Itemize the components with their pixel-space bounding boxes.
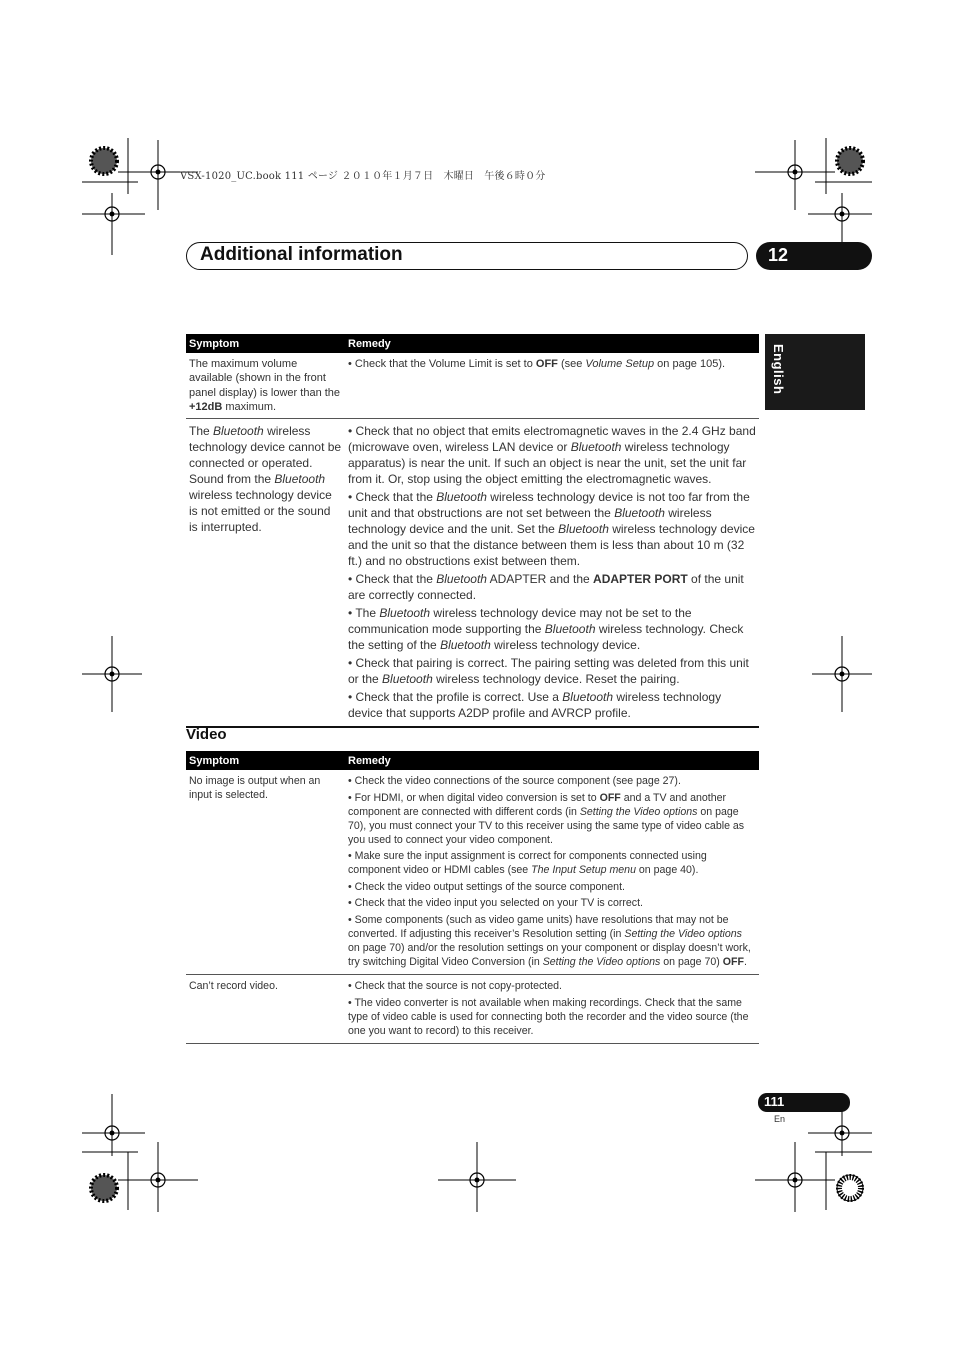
text-run: of the unit are correctly connected. [348,571,744,602]
text-run: • Some components (such as video game units) have resolutions that may not be converted. If adjusting this receiver’s Resolution setting (in [348,913,729,940]
text-run: No image is output when an input is selected. [189,775,321,801]
section-heading-video: Video [186,726,227,743]
text-run: • The video converter is not available when making recordings. Check that the same type of video cable is used for connecting both the recorder and the video source (the one you want to record) to this receiver. [348,996,749,1037]
symptom-cell [186,975,345,1044]
table-row [186,770,759,975]
italic-text: Setting the Video options [542,955,661,968]
text-run: on page 70), you must connect your TV to this receiver using the same type of video cable as you used to connect your video component. [348,805,745,846]
italic-text: Bluetooth [382,671,433,686]
remedy-item [348,357,756,371]
text-run: wireless technology device may not be set to the communication mode supporting the [348,605,692,636]
italic-text: Setting the Video options [624,927,742,940]
text-run: on page 70) [660,955,723,968]
remedy-cell [345,353,759,418]
bold-text: OFF [722,955,744,968]
italic-text: Bluetooth [213,423,264,438]
book-info-line: VSX-1020_UC.book 111 ページ ２０１０年１月７日 木曜日 午後６時０分 [180,171,546,182]
table-header-row [186,751,759,770]
bold-text: OFF [535,358,558,370]
remedy-item [348,423,756,487]
remedy-cell [345,770,759,975]
text-run: wireless technology device. Reset the pairing. [432,671,680,686]
italic-text: Bluetooth [562,689,614,704]
text-run: on page 40). [635,864,699,876]
page-language-code: En [774,1114,786,1124]
text-run: wireless technology apparatus) is near the unit. If such an object is near the unit, set the unit far from it. Or, stop using the object emitting the electromagnetic waves. [348,439,747,486]
italic-text: Bluetooth [436,571,487,586]
remedy-item [348,571,756,603]
symptom-cell [186,418,345,727]
text-run: wireless technology device is not emitted or the sound is interrupted. [189,487,332,534]
table-row [186,418,759,727]
text-run: • Make sure the input assignment is correct for components connected using component video or HDMI cables (see [348,850,707,876]
text-run: maximum. [222,401,277,414]
text-run: . [743,955,747,968]
remedy-item [348,979,756,993]
page-title: Additional information [200,244,403,265]
italic-text: The Input Setup menu [531,864,636,876]
remedy-item [348,689,756,721]
italic-text: Volume Setup [585,358,655,370]
bold-text: OFF [599,791,621,804]
bold-text: ADAPTER PORT [593,571,688,586]
text-run: on page 70) and/or the resolution settings on your component or display doesn’t work, try switching Digital Video Conversion (in [348,941,751,968]
remedy-item [348,791,756,847]
italic-text: Bluetooth [558,521,609,536]
remedy-item [348,849,756,877]
remedy-item [348,913,756,969]
text-run: Can’t record video. [189,980,278,992]
troubleshooting-table-video [186,751,759,1044]
italic-text: Bluetooth [570,439,622,454]
text-run: • The [348,605,380,620]
italic-text: Bluetooth [614,505,665,520]
italic-text: Bluetooth [379,605,431,620]
text-run: wireless technology device and the unit so that the distance between them is less than about 10 m (32 ft.) and no obstructions exist between them. [348,521,755,568]
italic-text: Bluetooth [544,621,596,636]
text-run: ADAPTER and the [486,571,594,586]
text-run: • Check the video connections of the source component (see page 27). [348,775,681,787]
page-number: 111 [764,1094,785,1109]
remedy-item [348,605,756,653]
remedy-cell [345,418,759,727]
remedy-item [348,655,756,687]
text-run: wireless technology device cannot be connected or operated. Sound from the [189,423,342,486]
troubleshooting-table-general [186,334,759,728]
text-run: wireless technology device and the unit. Set the [348,505,712,536]
text-run: • Check that the video input you selected on your TV is correct. [348,897,643,909]
text-run: wireless technology device. [490,637,641,652]
text-run: on page 105). [654,358,726,370]
text-run: • For HDMI, or when digital video conversion is set to [348,791,600,804]
remedy-cell [345,975,759,1044]
language-tab-label: English [771,344,786,395]
text-run: (see [557,358,586,370]
text-run: • Check that no object that emits electromagnetic waves in the 2.4 GHz band (microwave oven, wireless LAN device or [348,423,756,454]
remedy-item [348,489,756,569]
remedy-column-header: Remedy [345,751,759,770]
symptom-column-header: Symptom [186,751,345,770]
text-run: • Check that the profile is correct. Use a [348,689,563,704]
symptom-cell [186,770,345,975]
remedy-item [348,774,756,788]
italic-text: Setting the Video options [579,805,698,818]
table-header-row [186,334,759,353]
remedy-item [348,880,756,894]
text-run: The maximum volume available (shown in the front panel display) is lower than the [189,358,341,399]
italic-text: Bluetooth [440,637,491,652]
bold-text: +12dB [189,401,223,414]
remedy-column-header: Remedy [345,334,759,353]
italic-text: Bluetooth [436,489,487,504]
remedy-item [348,996,756,1038]
text-run: • Check that the [348,489,437,504]
table-row [186,353,759,418]
text-run: and a TV and another component are connected with different cords (in [348,791,727,818]
text-run: • Check that the source is not copy-protected. [348,980,562,992]
text-run: The [189,423,214,438]
text-run: • Check the video output settings of the source component. [348,880,625,893]
symptom-column-header: Symptom [186,334,345,353]
text-run: wireless technology device is not too far from the unit and that obstructions are not set between the [348,489,750,520]
text-run: • Check that the Volume Limit is set to [348,358,536,370]
chapter-number: 12 [768,245,789,265]
symptom-cell [186,353,345,418]
text-run: wireless technology. Check the setting of the [348,621,744,652]
italic-text: Bluetooth [274,471,326,486]
text-run: • Check that pairing is correct. The pairing setting was deleted from this unit or the [348,655,749,686]
text-run: • Check that the [348,571,437,586]
remedy-item [348,896,756,910]
table-row [186,975,759,1044]
text-run: wireless technology device that supports A2DP profile and AVRCP profile. [348,689,722,720]
